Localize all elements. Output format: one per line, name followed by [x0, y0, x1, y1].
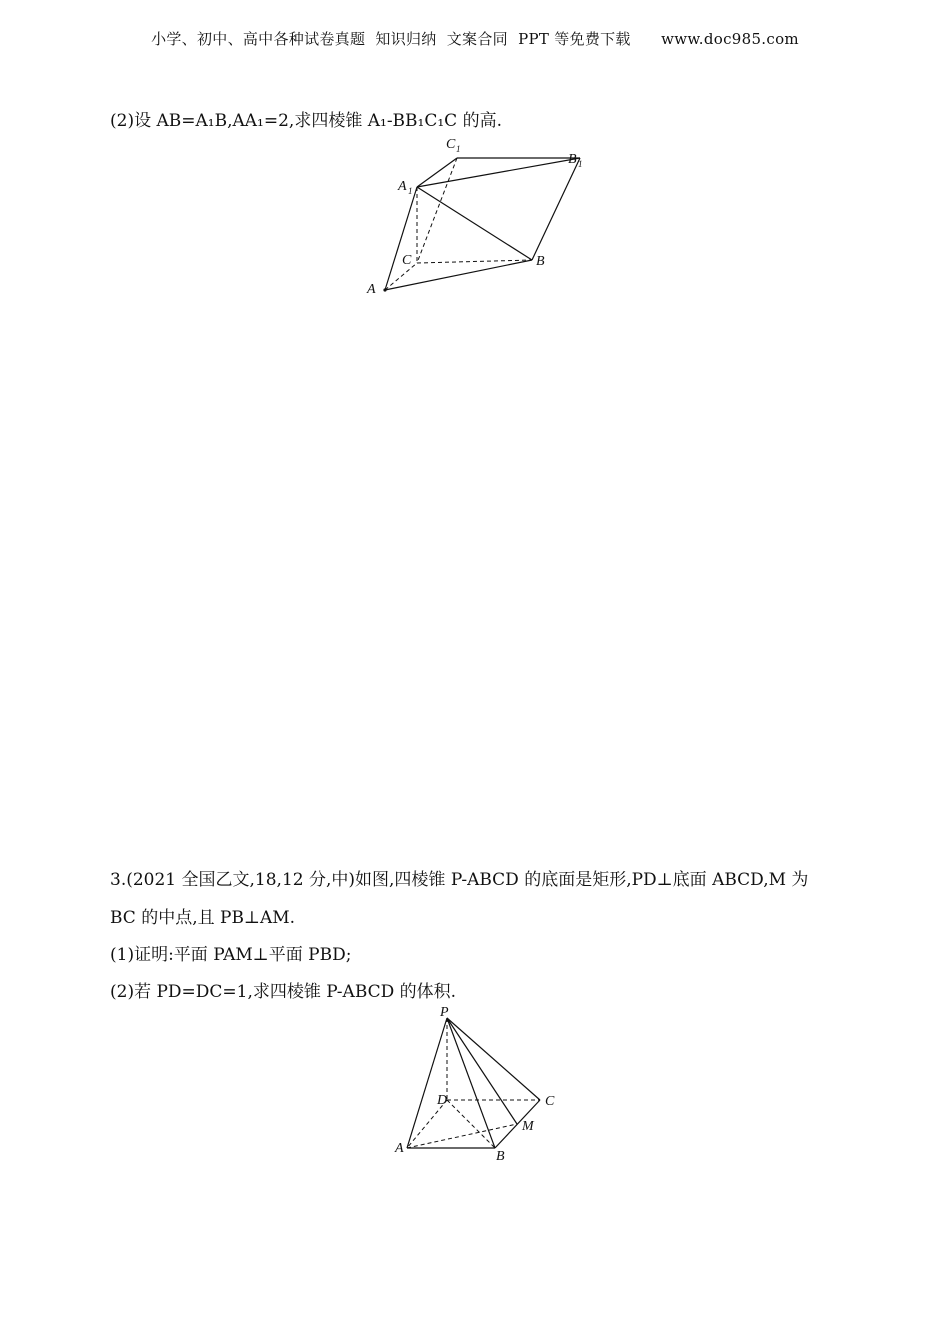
prism-figure: [360, 130, 600, 305]
label-A1: A: [398, 179, 407, 194]
label-B1-sub: 1: [578, 159, 583, 169]
edge-A-A1: [385, 187, 417, 290]
label-D: D: [437, 1093, 448, 1108]
label-M: M: [522, 1119, 534, 1134]
edge-C1-C: [417, 158, 457, 263]
question-2-part-2: (2)设 AB=A₁B,AA₁=2,求四棱锥 A₁-BB₁C₁C 的高.: [110, 111, 502, 131]
page-header: 小学、初中、高中各种试卷真题 知识归纳 文案合同 PPT 等免费下载 www.doc985.com: [151, 30, 799, 48]
edge-B1-B: [532, 158, 580, 260]
label-A: A: [367, 282, 376, 297]
pyramid-figure: [385, 1000, 575, 1170]
label-C: C: [545, 1094, 555, 1109]
question-3-part-2: (2)若 PD=DC=1,求四棱锥 P-ABCD 的体积.: [110, 982, 457, 1002]
label-B1: B: [568, 152, 577, 167]
label-C: C: [402, 253, 412, 268]
edge-D-B: [447, 1100, 495, 1148]
edge-A1-B: [417, 187, 532, 260]
label-B: B: [496, 1149, 505, 1164]
edge-C-B: [417, 260, 532, 263]
label-P: P: [440, 1005, 449, 1020]
question-3-part-1: (1)证明:平面 PAM⊥平面 PBD;: [110, 945, 352, 965]
label-C1: C: [446, 137, 456, 152]
label-A1-sub: 1: [408, 186, 413, 196]
edge-A1-B1: [417, 158, 580, 187]
edge-P-A: [407, 1018, 447, 1148]
label-B: B: [536, 254, 545, 269]
edge-P-B: [447, 1018, 495, 1148]
label-A: A: [395, 1141, 404, 1156]
question-3-line-2: BC 的中点,且 PB⊥AM.: [110, 908, 296, 928]
question-3-line-1: 3.(2021 全国乙文,18,12 分,中)如图,四棱锥 P-ABCD 的底面是矩形,PD⊥底面 ABCD,M 为: [110, 870, 809, 890]
label-C1-sub: 1: [456, 144, 461, 154]
